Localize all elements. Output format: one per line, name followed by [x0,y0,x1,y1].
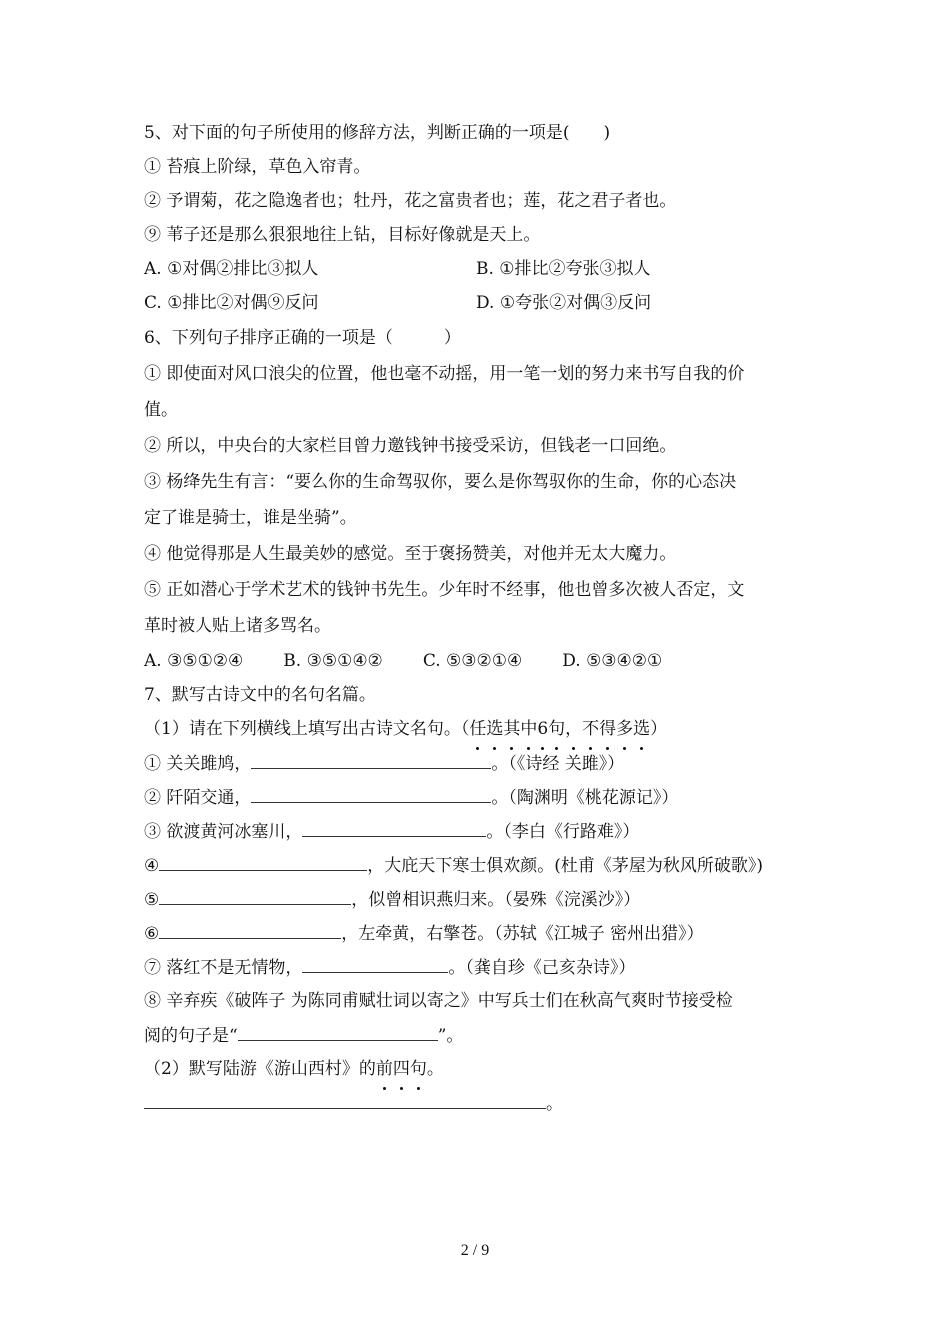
q5-option-d: D. ①夸张②对偶③反问 [476,293,652,313]
q5-options-row-1 [144,252,816,286]
q6-options [144,644,816,678]
q7-item-8b: 阅的句子是“ ”。 [144,1018,816,1052]
q6-sentence-1a: ① 即使面对风口浪尖的位置，他也毫不动摇，用一笔一划的努力来书写自我的价 [144,364,745,384]
answer-blank-2[interactable] [251,780,491,803]
q6-option-a: A. ③⑤①②④ [144,651,244,671]
q7-part2-emphasis: 前四句 [376,1059,427,1079]
q5-sentence-3: ⑨ 苇子还是那么狠狠地往上钻，目标好像就是天上。 [144,225,541,245]
q5-options-row-2 [144,286,816,320]
q7-item-8a: ⑧ 辛弃疾《破阵子 为陈同甫赋壮词以寄之》中写兵士们在秋高气爽时节接受检 [144,991,733,1011]
q6-sentence-1b: 值。 [144,400,178,420]
answer-blank-5[interactable] [159,882,351,905]
answer-blank-7[interactable] [302,950,448,973]
q6-sentence-4: ④ 他觉得那是人生最美妙的感觉。至于褒扬赞美，对他并无太大魔力。 [144,544,677,564]
q6-option-b: B. ③⑤①④② [283,651,383,671]
page-number: 2 / 9 [460,1242,490,1259]
answer-blank-4[interactable] [159,848,367,871]
q6-sentence-3a: ③ 杨绛先生有言：“要么你的生命驾驭你，要么是你驾驭你的生命，你的心态决 [144,472,737,492]
q7-part2-instruction: （2）默写陆游《游山西村》的前四句。 [144,1052,816,1086]
q7-part2-answer-line: 。 [144,1086,816,1120]
q5-option-c: C. ①排比②对偶⑨反问 [144,293,319,313]
answer-blank-6[interactable] [159,916,341,939]
q7-item-5: ⑤ ，似曾相识燕归来。（晏殊《浣溪沙》） [144,882,816,916]
q5-option-b: B. ①排比②夸张③拟人 [476,259,651,279]
document-page [144,116,816,1120]
q6-option-d: D. ⑤③④②① [562,651,663,671]
q6-sentence-5b: 革时被人贴上诸多骂名。 [144,616,331,636]
q7-item-4: ④ ，大庇天下寒士俱欢颜。(杜甫《茅屋为秋风所破歌》) [144,848,816,882]
q6-stem: 6、下列句子排序正确的一项是（ ） [144,328,461,348]
q7-item-7: ⑦ 落红不是无情物， 。（龚自珍《己亥杂诗》） [144,950,816,984]
answer-blank-8[interactable] [238,1018,438,1041]
q7-part1-emphasis: 任选其中6句，不得多选 [469,719,650,739]
q7-part1-instruction: （1）请在下列横线上填写出古诗文名句。（任选其中6句，不得多选） [144,712,816,746]
q7-item-1: ① 关关雎鸠， 。（《诗经 关雎》） [144,746,816,780]
answer-blank-1[interactable] [251,746,491,769]
q6-sentence-3b: 定了谁是骑士，谁是坐骑”。 [144,508,357,528]
q7-stem: 7、默写古诗文中的名句名篇。 [144,685,376,705]
q7-item-6: ⑥ ，左牵黄，右擎苍。（苏轼《江城子 密州出猎》） [144,916,816,950]
q5-stem: 5、对下面的句子所使用的修辞方法，判断正确的一项是( ) [144,123,611,143]
q6-sentence-5a: ⑤ 正如潜心于学术艺术的钱钟书先生。少年时不经事，他也曾多次被人否定，文 [144,580,745,600]
q6-option-c: C. ⑤③②①④ [422,651,523,671]
q7-item-2: ② 阡陌交通， 。（陶渊明《桃花源记》） [144,780,816,814]
answer-blank-3[interactable] [302,814,486,837]
q5-sentence-1: ① 苔痕上阶绿，草色入帘青。 [144,157,371,177]
q5-option-a: A. ①对偶②排比③拟人 [144,259,319,279]
q6-sentence-2: ② 所以，中央台的大家栏目曾力邀钱钟书接受采访，但钱老一口回绝。 [144,436,677,456]
q7-item-3: ③ 欲渡黄河冰塞川， 。（李白《行路难》） [144,814,816,848]
answer-blank-9[interactable] [144,1086,546,1109]
q5-sentence-2: ② 予谓菊，花之隐逸者也；牡丹，花之富贵者也；莲，花之君子者也。 [144,191,677,211]
